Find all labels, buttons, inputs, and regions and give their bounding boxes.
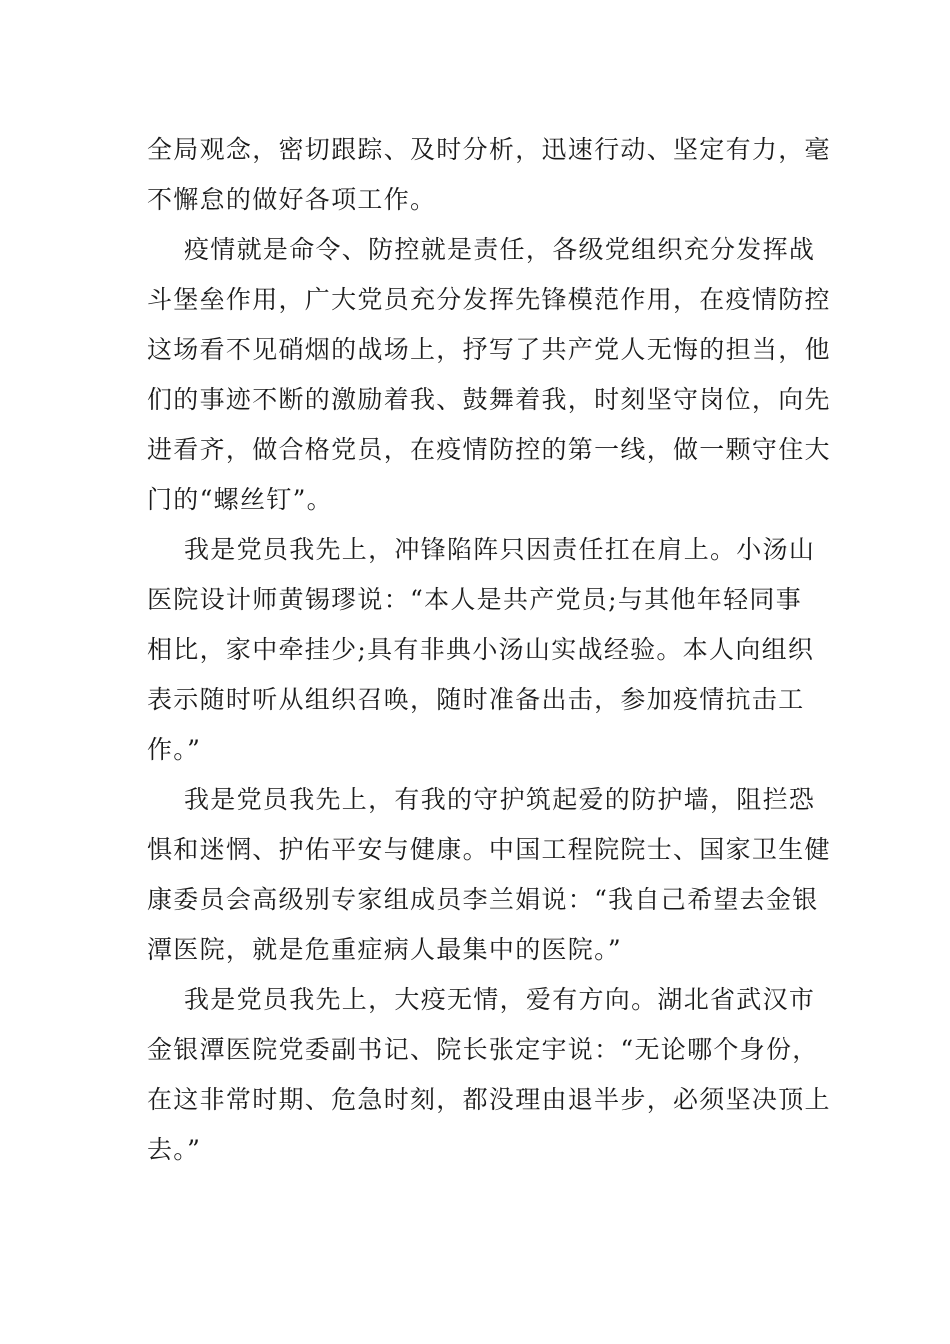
- paragraph-line: 去。”: [147, 1135, 202, 1164]
- paragraph-line: 康委员会高级别专家组成员李兰娟说：“我自己希望去金银: [147, 885, 819, 914]
- paragraph-line: 表示随时听从组织召唤，随时准备出击，参加疫情抗击工: [147, 685, 805, 714]
- paragraph-line: 我是党员我先上，冲锋陷阵只因责任扛在肩上。小汤山: [184, 535, 816, 564]
- paragraph-line: 金银潭医院党委副书记、院长张定宇说：“无论哪个身份，: [147, 1035, 819, 1064]
- paragraph-line: 全局观念，密切跟踪、及时分析，迅速行动、坚定有力，毫: [147, 135, 831, 164]
- paragraph-line: 我是党员我先上，有我的守护筑起爱的防护墙，阻拦恐: [184, 785, 816, 814]
- paragraph-line: 相比，家中牵挂少;具有非典小汤山实战经验。本人向组织: [147, 635, 815, 664]
- paragraph-line: 门的“螺丝钉”。: [147, 485, 333, 514]
- paragraph-line: 潭医院，就是危重症病人最集中的医院。”: [147, 935, 622, 964]
- paragraph-line: 惧和迷惘、护佑平安与健康。中国工程院院士、国家卫生健: [147, 835, 831, 864]
- paragraph-line: 进看齐，做合格党员，在疫情防控的第一线，做一颗守住大: [147, 435, 831, 464]
- paragraph-line: 不懈怠的做好各项工作。: [147, 185, 437, 214]
- paragraph-line: 医院设计师黄锡璆说：“本人是共产党员;与其他年轻同事: [147, 585, 803, 614]
- paragraph-line: 这场看不见硝烟的战场上，抒写了共产党人无悔的担当，他: [147, 335, 831, 364]
- paragraph-line: 我是党员我先上，大疫无情，爱有方向。湖北省武汉市: [184, 985, 816, 1014]
- paragraph-line: 在这非常时期、危急时刻，都没理由退半步，必须坚决顶上: [147, 1085, 831, 1114]
- paragraph-line: 作。”: [147, 735, 202, 764]
- paragraph-line: 们的事迹不断的激励着我、鼓舞着我，时刻坚守岗位，向先: [147, 385, 831, 414]
- paragraph-line: 斗堡垒作用，广大党员充分发挥先锋模范作用，在疫情防控: [147, 285, 831, 314]
- body-text: [147, 125, 831, 1175]
- paragraph-line: 疫情就是命令、防控就是责任，各级党组织充分发挥战: [184, 235, 816, 264]
